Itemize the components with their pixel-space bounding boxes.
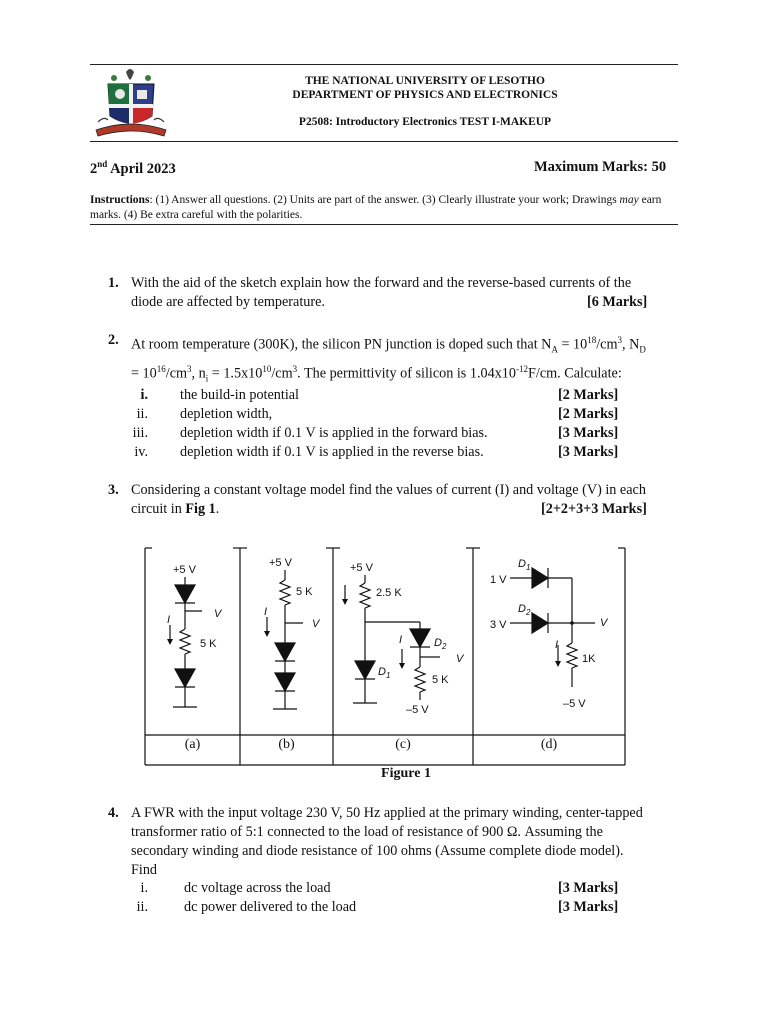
fig-d-d1: $D_1$ — [518, 558, 531, 572]
figure-caption: Figure 1 — [381, 766, 431, 781]
department-name: DEPARTMENT OF PHYSICS AND ELECTRONICS — [292, 89, 558, 101]
fig-c-d1: $D_1$ — [378, 666, 391, 680]
fig-label-a: (a) — [184, 737, 201, 752]
fig-label-d: (d) — [540, 737, 558, 752]
fig-d-v3: 3 V — [490, 619, 507, 631]
university-name: THE NATIONAL UNIVERSITY OF LESOTHO — [305, 75, 545, 87]
question-1: 1. With the aid of the sketch explain how the forward and the reverse-based currents of the diode are affected by temperature. [6 Marks] — [108, 275, 648, 310]
fig-d-neg: –5 V — [563, 698, 586, 710]
fig-a-r: 5 K — [200, 638, 217, 650]
instructions: Instructions: (1) Answer all questions. (2) Units are part of the answer. (3) Clearly illustrate your work; Drawings may earn marks. (4) Be extra careful with the polarities. — [90, 194, 662, 221]
figure-1-circuits — [140, 545, 630, 767]
question-4: 4. A FWR with the input voltage 230 V, 50 Hz applied at the primary winding, center-tapped transformer ratio of 5:1 connected to the load of resistance of 900 Ω. Assuming the secondary winding and diode resistance of 100 ohms (Assume complete diode model). Find — [108, 805, 643, 878]
fig-c-neg: –5 V — [406, 704, 429, 716]
course-title: P2508: Introductory Electronics TEST I-MAKEUP — [298, 116, 552, 128]
fig-d-v1: 1 V — [490, 574, 507, 586]
fig-d-r: 1K — [582, 653, 596, 665]
fig-d-d2: $D_2$ — [518, 603, 531, 617]
fig-c-i: I — [399, 634, 403, 646]
fig-b-i: I — [264, 606, 268, 618]
instructions-rule — [90, 224, 678, 225]
question-2: 2. At room temperature (300K), the silicon PN junction is doped such that $N_A = 10^{18}/cm^3$, $N_D$ = $10^{16}/cm^3$, $n_i = 1.5x10^{10}/cm^3$. The permittivity of silicon is $1.04x10^{-12}F/cm$. Calculate: — [108, 332, 646, 384]
top-rule — [90, 64, 678, 65]
maximum-marks: Maximum Marks: 50 — [534, 159, 667, 175]
fig-d-i: I — [555, 639, 559, 651]
fig-d-v: V — [600, 617, 608, 629]
question-3: 3. Considering a constant voltage model find the values of current (I) and voltage (V) in each circuit in Fig 1. [2+2+3+3 Marks] — [108, 482, 647, 517]
university-logo — [92, 66, 170, 140]
fig-c-v: V — [456, 653, 464, 665]
fig-b-supply: +5 V — [269, 557, 292, 569]
exam-date: 2nd April 2023 — [90, 159, 176, 177]
fig-c-d2: $D_2$ — [434, 637, 447, 651]
fig-a-v: V — [214, 608, 222, 620]
fig-b-r: 5 K — [296, 586, 313, 598]
fig-a-supply: +5 V — [173, 564, 196, 576]
fig-c-supply: +5 V — [350, 562, 373, 574]
header-rule — [90, 141, 678, 142]
fig-label-c: (c) — [395, 737, 411, 752]
fig-c-r2: 5 K — [432, 674, 449, 686]
fig-label-b: (b) — [278, 737, 295, 752]
fig-a-i: I — [167, 614, 171, 626]
fig-c-r1: 2.5 K — [376, 587, 402, 599]
fig-b-v: V — [312, 618, 320, 630]
